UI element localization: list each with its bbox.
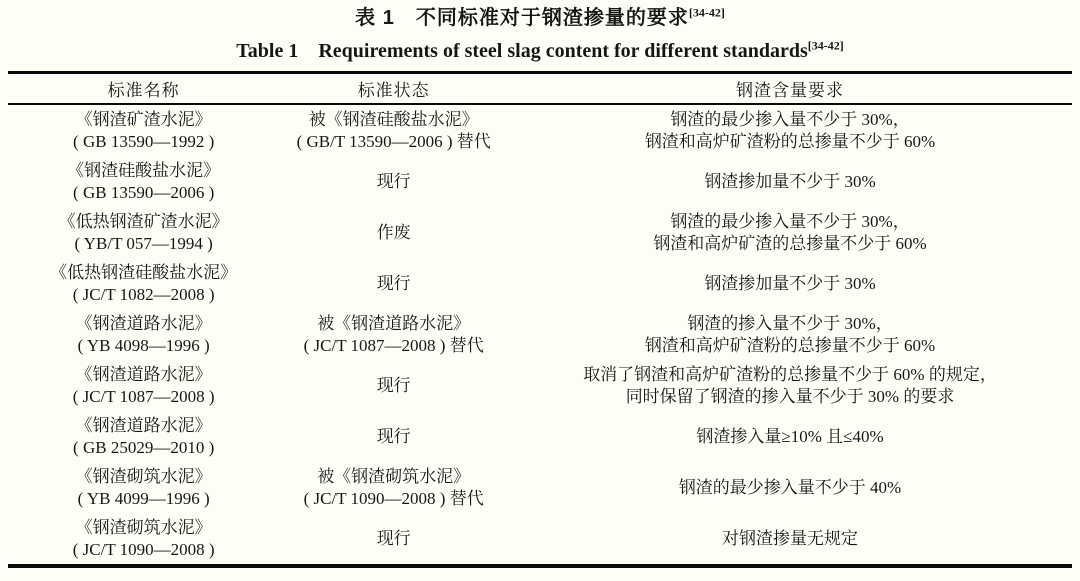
cell-line: 《低热钢渣硅酸盐水泥》	[50, 262, 238, 282]
cell-line: 钢渣的最少掺入量不少于 30%，	[670, 211, 910, 231]
standard-name-cell	[8, 156, 279, 207]
cell-line: 钢渣和高炉矿渣粉的总掺量不少于 60%	[644, 335, 936, 355]
standard-status-cell	[279, 258, 508, 309]
table-row	[8, 462, 1072, 513]
cell-line: 钢渣和高炉矿渣粉的总掺量不少于 60%	[644, 131, 936, 151]
cell-line: ( YB 4098—1996 )	[77, 335, 210, 355]
slag-requirement-cell	[508, 156, 1072, 207]
standard-status-cell	[279, 207, 508, 258]
standard-status-cell	[279, 156, 508, 207]
slag-requirement-cell	[508, 411, 1072, 462]
cell-line: 《钢渣砌筑水泥》	[75, 466, 212, 486]
cell-line: 钢渣掺加量不少于 30%	[704, 273, 876, 293]
cell-line: ( JC/T 1087—2008 ) 替代	[303, 335, 484, 355]
cell-line: 被《钢渣道路水泥》	[317, 313, 471, 333]
cell-line: 《低热钢渣矿渣水泥》	[58, 211, 229, 231]
cell-line: 现行	[376, 528, 411, 548]
slag-requirement-cell	[508, 462, 1072, 513]
standard-name-cell	[8, 104, 279, 156]
standard-name-cell	[8, 360, 279, 411]
slag-requirement-cell	[508, 258, 1072, 309]
header-standard-name: 标准名称	[8, 73, 279, 105]
cell-line: ( YB/T 057—1994 )	[74, 233, 213, 253]
cell-line: 《钢渣砌筑水泥》	[75, 517, 212, 537]
table-row	[8, 207, 1072, 258]
slag-requirement-cell	[508, 513, 1072, 566]
slag-requirement-cell	[508, 309, 1072, 360]
header-standard-status: 标准状态	[279, 73, 508, 105]
cell-line: 被《钢渣砌筑水泥》	[317, 466, 471, 486]
table-title-en-text: Table 1 Requirements of steel slag content for different standards	[236, 40, 808, 62]
slag-requirement-cell	[508, 360, 1072, 411]
cell-line: 现行	[376, 171, 411, 191]
standard-status-cell	[279, 462, 508, 513]
header-slag-content-requirement: 钢渣含量要求	[508, 73, 1072, 105]
cell-line: ( GB/T 13590—2006 ) 替代	[296, 131, 491, 151]
cell-line: 《钢渣硅酸盐水泥》	[67, 160, 221, 180]
table-row	[8, 309, 1072, 360]
table-title-zh-text: 表 1 不同标准对于钢渣掺量的要求	[355, 7, 689, 29]
table-row	[8, 104, 1072, 156]
standard-name-cell	[8, 258, 279, 309]
cell-line: 《钢渣道路水泥》	[75, 364, 212, 384]
cell-line: 现行	[376, 375, 411, 395]
cell-line: 《钢渣道路水泥》	[75, 415, 212, 435]
standard-name-cell	[8, 462, 279, 513]
standard-name-cell	[8, 309, 279, 360]
cell-line: 对钢渣掺量无规定	[722, 528, 859, 548]
slag-requirement-cell	[508, 104, 1072, 156]
cell-line: 同时保留了钢渣的掺入量不少于 30% 的要求	[625, 386, 955, 406]
standard-status-cell	[279, 309, 508, 360]
cell-line: 被《钢渣硅酸盐水泥》	[308, 109, 479, 129]
table-row	[8, 258, 1072, 309]
cell-line: ( JC/T 1087—2008 )	[72, 386, 215, 406]
cell-line: ( GB 13590—1992 )	[73, 131, 215, 151]
cell-line: 《钢渣道路水泥》	[75, 313, 212, 333]
standards-table-body	[8, 104, 1072, 566]
cell-line: 钢渣的最少掺入量不少于 30%，	[670, 109, 910, 129]
standard-status-cell	[279, 104, 508, 156]
cell-line: ( JC/T 1082—2008 )	[72, 284, 215, 304]
table-row	[8, 360, 1072, 411]
standard-status-cell	[279, 513, 508, 566]
standard-status-cell	[279, 411, 508, 462]
table-row	[8, 156, 1072, 207]
standard-name-cell	[8, 207, 279, 258]
cell-line: 钢渣的掺入量不少于 30%，	[687, 313, 893, 333]
slag-requirement-cell	[508, 207, 1072, 258]
cell-line: 作废	[376, 222, 411, 242]
cell-line: ( JC/T 1090—2008 )	[72, 539, 215, 559]
cell-line: 钢渣掺入量≥10% 且≤40%	[696, 426, 884, 446]
cell-line: 取消了钢渣和高炉矿渣粉的总掺量不少于 60% 的规定，	[583, 364, 997, 384]
table-title-en	[0, 38, 1080, 65]
cell-line: 钢渣的最少掺入量不少于 40%	[678, 477, 902, 497]
table-title-zh-citation: [34-42]	[688, 5, 725, 20]
table-title-zh	[0, 5, 1080, 32]
standards-table	[8, 71, 1072, 568]
cell-line: 钢渣掺加量不少于 30%	[704, 171, 876, 191]
cell-line: ( YB 4099—1996 )	[77, 488, 210, 508]
table-title-en-citation: [34-42]	[807, 38, 844, 53]
cell-line: 现行	[376, 426, 411, 446]
cell-line: 《钢渣矿渣水泥》	[75, 109, 212, 129]
header-row	[8, 73, 1072, 105]
table-row	[8, 513, 1072, 566]
standard-name-cell	[8, 513, 279, 566]
cell-line: 钢渣和高炉矿渣的总掺量不少于 60%	[653, 233, 927, 253]
cell-line: ( GB 25029—2010 )	[73, 437, 215, 457]
cell-line: ( JC/T 1090—2008 ) 替代	[303, 488, 484, 508]
standards-table-header	[8, 73, 1072, 105]
standard-name-cell	[8, 411, 279, 462]
table-row	[8, 411, 1072, 462]
cell-line: 现行	[376, 273, 411, 293]
standard-status-cell	[279, 360, 508, 411]
cell-line: ( GB 13590—2006 )	[73, 182, 215, 202]
